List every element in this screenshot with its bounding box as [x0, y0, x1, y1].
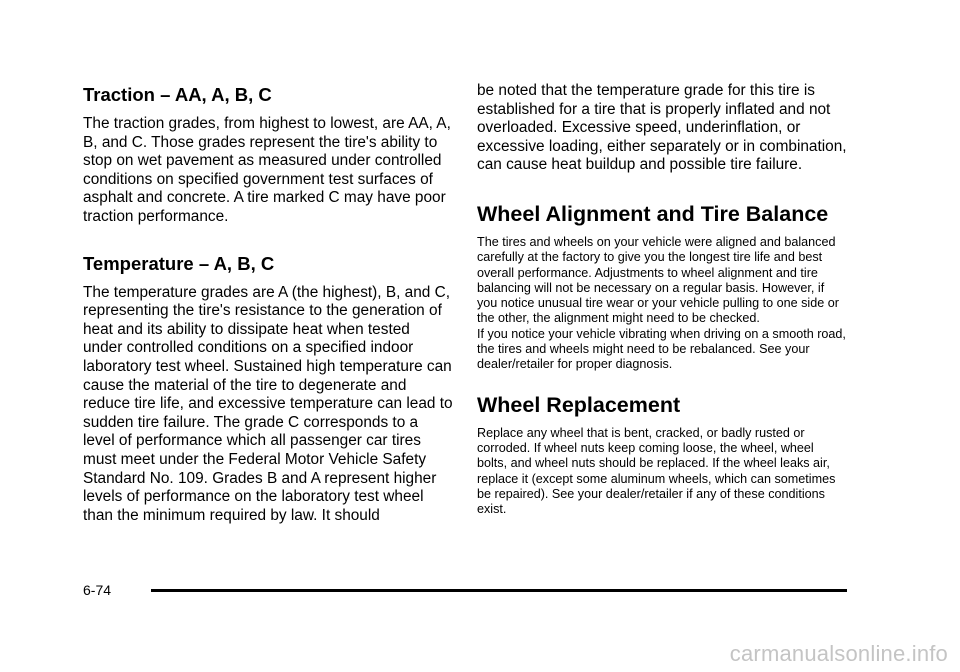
right-column: [477, 82, 847, 517]
wheel-replacement-heading: Wheel Replacement: [477, 392, 681, 417]
page-number: 6-74: [83, 582, 112, 598]
traction-heading: Traction – AA, A, B, C: [83, 84, 272, 105]
left-column: [83, 84, 453, 537]
temperature-paragraph: The temperature grades are A (the highest), B, and C, representing the tire's resistance to the generation of heat and its ability to dissipate heat when tested under controlled conditions on a specified indoor laboratory test wheel. Sustained high temperature can cause the material of the tire to degenerate and reduce tire life, and excessive temperature can lead to sudden tire failure. The grade C corresponds to a level of performance which all passenger car tires must meet under the Federal Motor Vehicle Safety Standard No. 109. Grades B and A represent higher levels of performance on the laboratory test wheel than the minimum required by law. It should: [83, 283, 453, 524]
wheel-replacement-paragraph: Replace any wheel that is bent, cracked, or badly rusted or corroded. If wheel nuts keep coming loose, the wheel, wheel bolts, and wheel nuts should be replaced. If the wheel leaks air, replace it (except some aluminum wheels, which can sometimes be repaired). See your dealer/retailer if any of these conditions exist.: [477, 425, 836, 517]
temperature-continued-paragraph: be noted that the temperature grade for this tire is established for a tire that is properly inflated and not overloaded. Excessive speed, underinflation, or excessive loading, either separately or in combination, can cause heat buildup and possible tire failure.: [477, 82, 847, 174]
wheel-alignment-paragraph-2: If you notice your vehicle vibrating when driving on a smooth road, the tires and wheels might need to be rebalanced. See your dealer/retailer for proper diagnosis.: [477, 326, 846, 372]
temperature-heading: Temperature – A, B, C: [83, 252, 275, 274]
wheel-alignment-paragraph-1: The tires and wheels on your vehicle were aligned and balanced carefully at the factory to give you the longest tire life and best overall performance. Adjustments to wheel alignment and tire balancing will not be necessary on a regular basis. However, if you notice unusual tire wear or your vehicle pulling to one side or the other, the alignment might need to be checked.: [477, 234, 839, 326]
wheel-alignment-heading: Wheel Alignment and Tire Balance: [477, 201, 829, 226]
footer-rule: [151, 589, 847, 592]
watermark: carmanualsonline.info: [729, 641, 948, 666]
traction-paragraph: The traction grades, from highest to lowest, are AA, A, B, and C. Those grades represent the tire's ability to stop on wet pavement as measured under controlled conditions on specified government test surfaces of asphalt and concrete. A tire marked C may have poor traction performance.: [83, 115, 451, 225]
